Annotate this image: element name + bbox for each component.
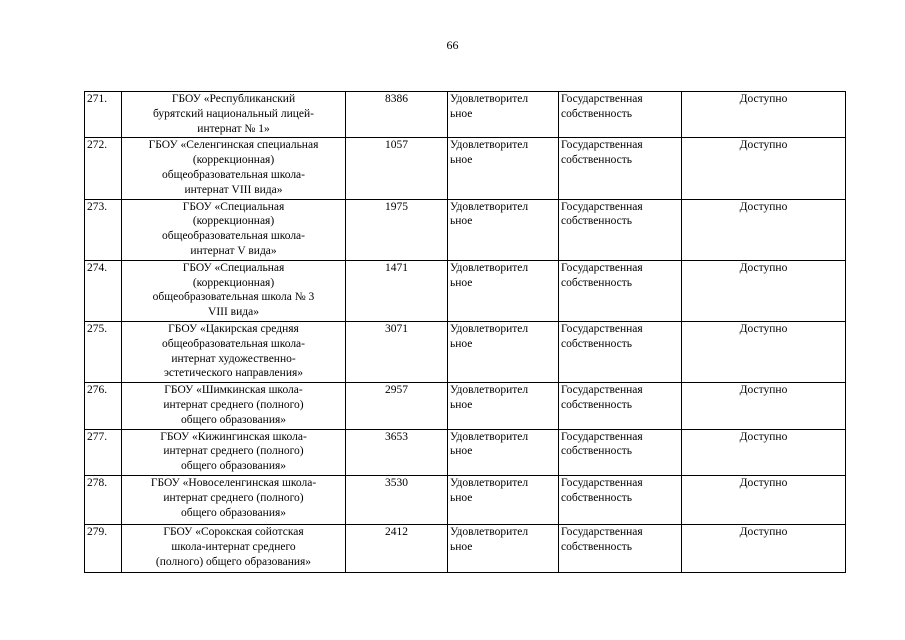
ownership-value bbox=[559, 260, 682, 321]
condition-value bbox=[448, 321, 559, 382]
row-number: 274. bbox=[85, 260, 122, 321]
ownership-line: Государственная bbox=[561, 384, 643, 397]
count-value: 8386 bbox=[346, 92, 448, 138]
condition-line: ьное bbox=[450, 337, 473, 350]
condition-line: ьное bbox=[450, 491, 473, 504]
table-row bbox=[85, 524, 846, 572]
institution-name bbox=[122, 199, 346, 260]
condition-line: Удовлетворител bbox=[450, 139, 529, 152]
name-line: ГБОУ «Новоселенгинская школа- bbox=[150, 476, 317, 489]
ownership-line: собственность bbox=[561, 540, 633, 553]
condition-line: Удовлетворител bbox=[450, 384, 529, 397]
name-line: интернат V вида» bbox=[190, 244, 277, 257]
condition-line: Удовлетворител bbox=[450, 261, 529, 274]
name-line: общеобразовательная школа № 3 bbox=[152, 291, 315, 304]
name-line: (полного) общего образования» bbox=[155, 555, 312, 568]
ownership-line: собственность bbox=[561, 276, 633, 289]
ownership-value bbox=[559, 138, 682, 199]
name-line: интернат № 1» bbox=[197, 122, 270, 135]
ownership-line: Государственная bbox=[561, 261, 643, 274]
name-line: ГБОУ «Кижингинская школа- bbox=[160, 430, 307, 443]
condition-line: Удовлетворител bbox=[450, 430, 529, 443]
name-line: интернат художественно- bbox=[171, 352, 296, 365]
name-line: (коррекционная) bbox=[192, 154, 275, 167]
ownership-line: собственность bbox=[561, 337, 633, 350]
availability-value: Доступно bbox=[682, 383, 846, 429]
row-number: 275. bbox=[85, 321, 122, 382]
availability-value: Доступно bbox=[682, 138, 846, 199]
count-value: 3530 bbox=[346, 475, 448, 524]
condition-line: Удовлетворител bbox=[450, 93, 529, 105]
availability-value: Доступно bbox=[682, 260, 846, 321]
name-line: ГБОУ «Сорокская сойотская bbox=[163, 525, 304, 538]
row-number: 277. bbox=[85, 429, 122, 475]
name-line: ГБОУ «Цакирская средняя bbox=[168, 322, 299, 335]
condition-line: ьное bbox=[450, 154, 473, 167]
ownership-value bbox=[559, 429, 682, 475]
condition-line: ьное bbox=[450, 107, 473, 120]
condition-value bbox=[448, 429, 559, 475]
name-line: интернат среднего (полного) bbox=[163, 398, 304, 411]
name-line: интернат среднего (полного) bbox=[163, 491, 304, 504]
count-value: 1057 bbox=[346, 138, 448, 199]
condition-line: Удовлетворител bbox=[450, 476, 529, 489]
availability-value: Доступно bbox=[682, 524, 846, 572]
ownership-value bbox=[559, 199, 682, 260]
availability-value: Доступно bbox=[682, 199, 846, 260]
table-row bbox=[85, 199, 846, 260]
row-number: 272. bbox=[85, 138, 122, 199]
condition-value bbox=[448, 383, 559, 429]
institution-name bbox=[122, 321, 346, 382]
count-value: 1471 bbox=[346, 260, 448, 321]
name-line: ГБОУ «Селенгинская специальная bbox=[148, 139, 319, 152]
ownership-line: Государственная bbox=[561, 200, 643, 213]
table-row bbox=[85, 260, 846, 321]
schools-table bbox=[84, 91, 846, 573]
ownership-line: собственность bbox=[561, 445, 633, 458]
ownership-line: Государственная bbox=[561, 430, 643, 443]
name-line: общего образования» bbox=[180, 460, 287, 473]
ownership-line: Государственная bbox=[561, 322, 643, 335]
institution-name bbox=[122, 524, 346, 572]
condition-line: ьное bbox=[450, 540, 473, 553]
ownership-value bbox=[559, 475, 682, 524]
condition-value bbox=[448, 524, 559, 572]
condition-line: ьное bbox=[450, 215, 473, 228]
page-number: 66 bbox=[446, 38, 459, 52]
count-value: 3071 bbox=[346, 321, 448, 382]
condition-value bbox=[448, 138, 559, 199]
name-line: общего образования» bbox=[180, 413, 287, 426]
name-line: общего образования» bbox=[180, 506, 287, 519]
ownership-value bbox=[559, 524, 682, 572]
condition-value bbox=[448, 199, 559, 260]
name-line: интернат среднего (полного) bbox=[163, 445, 304, 458]
name-line: эстетического направления» bbox=[163, 367, 304, 380]
row-number: 276. bbox=[85, 383, 122, 429]
condition-value bbox=[448, 260, 559, 321]
name-line: школа-интернат среднего bbox=[171, 540, 296, 553]
ownership-line: собственность bbox=[561, 154, 633, 167]
ownership-value bbox=[559, 321, 682, 382]
count-value: 2412 bbox=[346, 524, 448, 572]
institution-name bbox=[122, 138, 346, 199]
name-line: VIII вида» bbox=[208, 306, 259, 319]
ownership-value bbox=[559, 383, 682, 429]
name-line: общеобразовательная школа- bbox=[162, 337, 305, 350]
name-line: интернат VIII вида» bbox=[184, 183, 283, 196]
institution-name bbox=[122, 92, 346, 138]
table-row bbox=[85, 92, 846, 138]
condition-line: ьное bbox=[450, 398, 473, 411]
table-row bbox=[85, 475, 846, 524]
ownership-line: собственность bbox=[561, 491, 633, 504]
name-line: ГБОУ «Специальная bbox=[182, 261, 285, 274]
table-row bbox=[85, 138, 846, 199]
ownership-line: Государственная bbox=[561, 525, 643, 538]
name-line: общеобразовательная школа- bbox=[162, 168, 305, 181]
row-number: 279. bbox=[85, 524, 122, 572]
availability-value: Доступно bbox=[682, 321, 846, 382]
availability-value: Доступно bbox=[682, 92, 846, 138]
count-value: 1975 bbox=[346, 199, 448, 260]
condition-line: Удовлетворител bbox=[450, 525, 529, 538]
ownership-line: собственность bbox=[561, 398, 633, 411]
name-line: (коррекционная) bbox=[192, 215, 275, 228]
count-value: 3653 bbox=[346, 429, 448, 475]
count-value: 2957 bbox=[346, 383, 448, 429]
name-line: ГБОУ «Республиканский bbox=[171, 93, 296, 105]
institution-name bbox=[122, 429, 346, 475]
institution-name bbox=[122, 475, 346, 524]
ownership-line: Государственная bbox=[561, 139, 643, 152]
institution-name bbox=[122, 383, 346, 429]
condition-line: Удовлетворител bbox=[450, 322, 529, 335]
ownership-line: Государственная bbox=[561, 476, 643, 489]
name-line: (коррекционная) bbox=[192, 276, 275, 289]
condition-line: Удовлетворител bbox=[450, 200, 529, 213]
availability-value: Доступно bbox=[682, 475, 846, 524]
row-number: 278. bbox=[85, 475, 122, 524]
ownership-value bbox=[559, 92, 682, 138]
row-number: 273. bbox=[85, 199, 122, 260]
name-line: общеобразовательная школа- bbox=[162, 230, 305, 243]
ownership-line: собственность bbox=[561, 107, 633, 120]
name-line: ГБОУ «Шимкинская школа- bbox=[164, 384, 303, 397]
ownership-line: собственность bbox=[561, 215, 633, 228]
name-line: бурятский национальный лицей- bbox=[153, 107, 314, 120]
condition-value bbox=[448, 92, 559, 138]
availability-value: Доступно bbox=[682, 429, 846, 475]
table-row bbox=[85, 321, 846, 382]
table-row bbox=[85, 383, 846, 429]
table-row bbox=[85, 429, 846, 475]
name-line: ГБОУ «Специальная bbox=[182, 200, 285, 213]
row-number: 271. bbox=[85, 92, 122, 138]
ownership-line: Государственная bbox=[561, 93, 643, 105]
condition-line: ьное bbox=[450, 445, 473, 458]
institution-name bbox=[122, 260, 346, 321]
condition-value bbox=[448, 475, 559, 524]
condition-line: ьное bbox=[450, 276, 473, 289]
